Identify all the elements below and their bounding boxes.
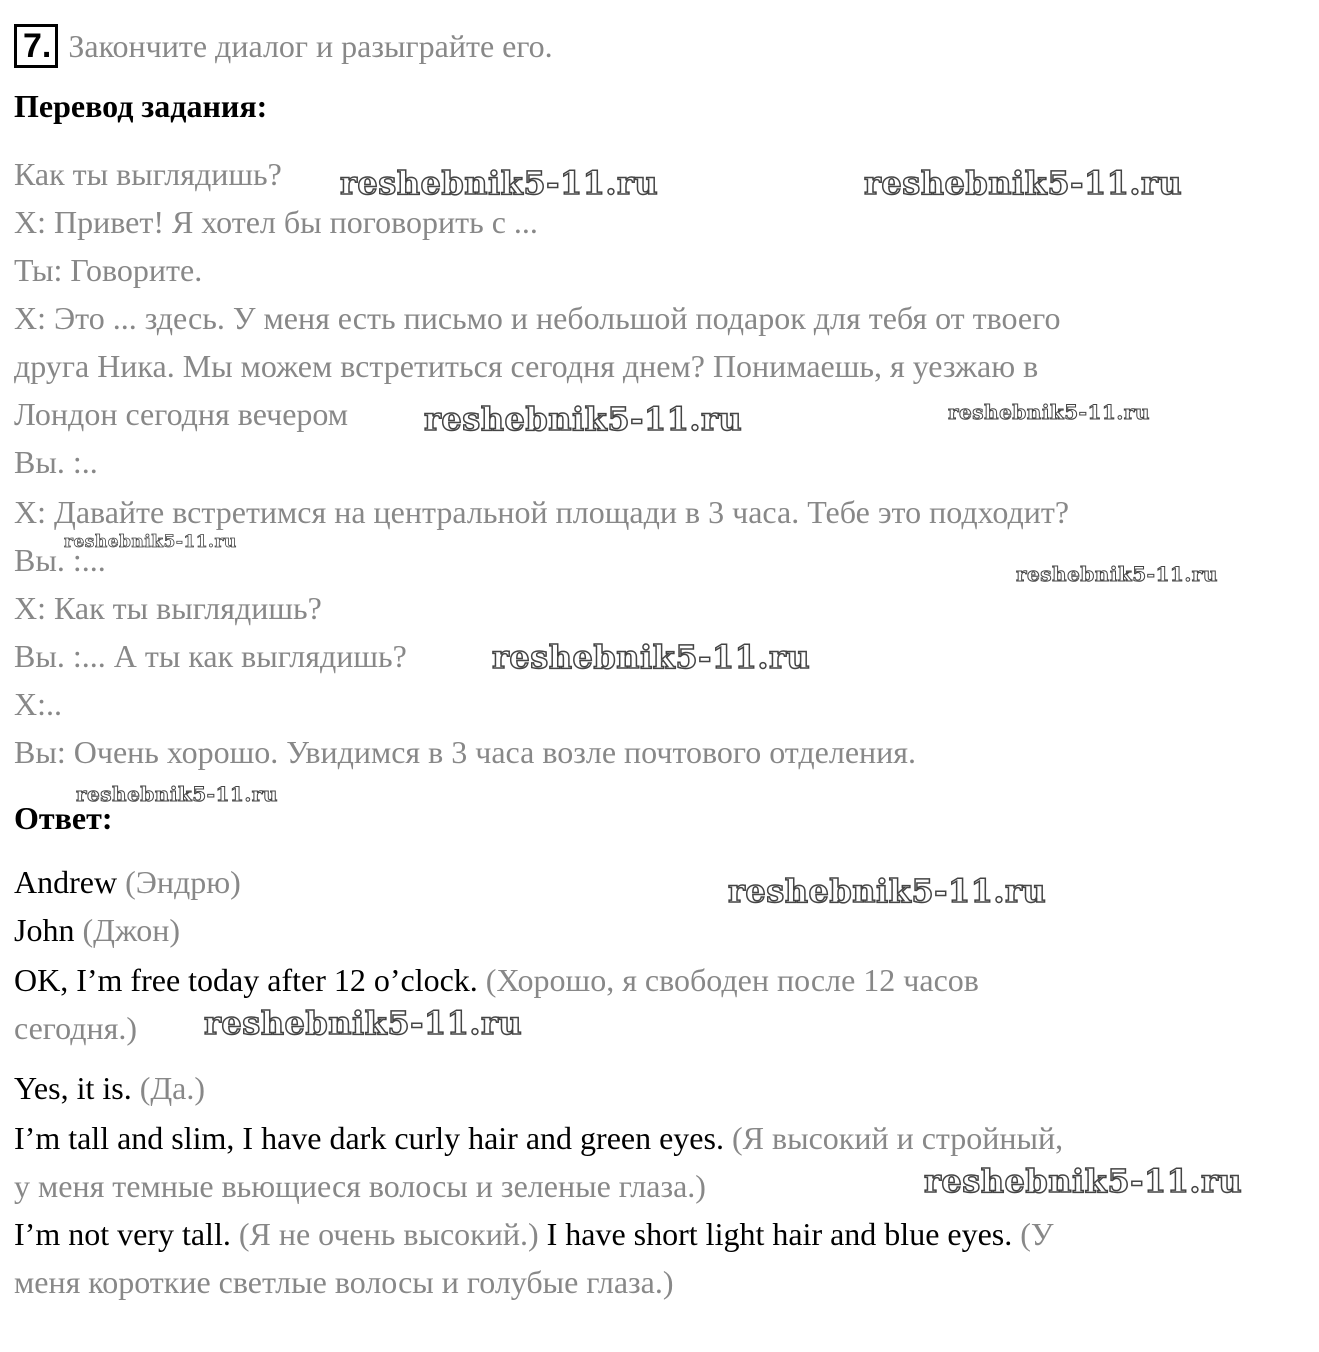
watermark-text: reshebnik5-11.ru xyxy=(76,782,278,806)
answer-line xyxy=(14,1162,706,1210)
answer-russian: сегодня.) xyxy=(14,1010,137,1046)
task-instruction: Закончите диалог и разыграйте его. xyxy=(68,27,553,64)
answer-title: Ответ: xyxy=(14,800,113,836)
answer-english: John xyxy=(14,912,75,948)
answer-line xyxy=(14,1114,1063,1162)
translation-title: Перевод задания: xyxy=(14,88,268,124)
watermark-text: reshebnik5-11.ru xyxy=(340,164,659,202)
watermark-text: reshebnik5-11.ru xyxy=(424,400,743,438)
task-header xyxy=(14,24,553,68)
answer-russian: (Хорошо, я свободен после 12 часов xyxy=(485,962,979,998)
translation-line: Вы. :... А ты как выглядишь? xyxy=(14,638,407,674)
translation-line: друга Ника. Мы можем встретиться сегодня днем? Понимаешь, я уезжаю в xyxy=(14,348,1039,384)
translation-line: X: Это ... здесь. У меня есть письмо и небольшой подарок для тебя от твоего xyxy=(14,300,1061,336)
translation-line: Лондон сегодня вечером xyxy=(14,396,349,432)
answer-line xyxy=(14,858,241,906)
answer-line xyxy=(14,1064,205,1112)
answer-russian: меня короткие светлые волосы и голубые глаза.) xyxy=(14,1264,674,1300)
watermark-text: reshebnik5-11.ru xyxy=(728,872,1047,910)
answer-line xyxy=(14,1258,674,1306)
answer-english: I’m tall and slim, I have dark curly hair and green eyes. xyxy=(14,1120,724,1156)
task-number: 7. xyxy=(14,24,58,68)
answer-line xyxy=(14,956,979,1004)
answer-line xyxy=(14,1004,137,1052)
watermark-text: reshebnik5-11.ru xyxy=(864,164,1183,202)
translation-line: X: Как ты выглядишь? xyxy=(14,590,322,626)
answer-russian: (Джон) xyxy=(82,912,181,948)
watermark-text: reshebnik5-11.ru xyxy=(492,638,811,676)
answer-russian: у меня темные вьющиеся волосы и зеленые глаза.) xyxy=(14,1168,706,1204)
translation-line: X: Привет! Я хотел бы поговорить с ... xyxy=(14,204,538,240)
watermark-text: reshebnik5-11.ru xyxy=(204,1004,523,1042)
translation-line: Вы: Очень хорошо. Увидимся в 3 часа возле почтового отделения. xyxy=(14,734,916,770)
translation-line: X:.. xyxy=(14,686,62,722)
answer-english: Andrew xyxy=(14,864,118,900)
answer-russian: (Да.) xyxy=(139,1070,206,1106)
answer-english: I have short light hair and blue eyes. xyxy=(546,1216,1013,1252)
answer-english: Yes, it is. xyxy=(14,1070,132,1106)
watermark-text: reshebnik5-11.ru xyxy=(64,532,237,552)
answer-line xyxy=(14,906,180,954)
answer-russian: (У xyxy=(1020,1216,1054,1252)
translation-line: Ты: Говорите. xyxy=(14,252,203,288)
translation-line: Вы. :... xyxy=(14,542,106,578)
answer-english: I’m not very tall. xyxy=(14,1216,231,1252)
translation-line: Вы. :.. xyxy=(14,444,98,480)
watermark-text: reshebnik5-11.ru xyxy=(948,400,1150,424)
translation-line: Как ты выглядишь? xyxy=(14,156,282,192)
answer-english: OK, I’m free today after 12 o’clock. xyxy=(14,962,478,998)
answer-line xyxy=(14,1210,1054,1258)
watermark-text: reshebnik5-11.ru xyxy=(924,1162,1243,1200)
translation-line: X: Давайте встретимся на центральной площади в 3 часа. Тебе это подходит? xyxy=(14,494,1070,530)
answer-russian: (Я высокий и стройный, xyxy=(731,1120,1064,1156)
answer-russian: (Я не очень высокий.) xyxy=(238,1216,539,1252)
answer-russian: (Эндрю) xyxy=(125,864,241,900)
watermark-text: reshebnik5-11.ru xyxy=(1016,562,1218,586)
